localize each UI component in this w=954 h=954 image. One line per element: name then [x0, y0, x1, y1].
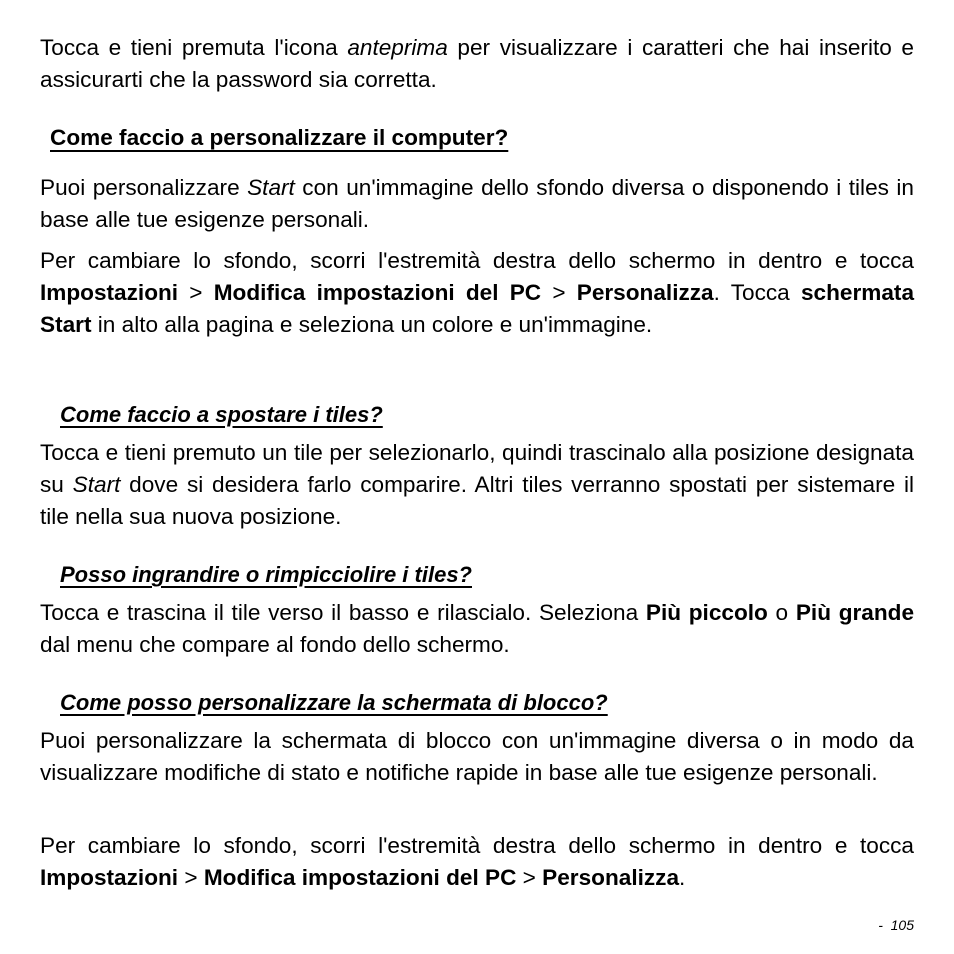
paragraph-change-background-lock — [40, 830, 914, 894]
paragraph-lock-screen: Puoi personalizzare la schermata di blocco con un'immagine diversa o in modo da visualizzare modifiche di stato e notifiche rapide in base alle tue esigenze personali. — [40, 728, 914, 785]
heading-move-tiles: Come faccio a spostare i tiles? — [60, 402, 383, 427]
text-bold-impostazioni: Impostazioni — [40, 865, 179, 890]
heading-resize-tiles: Posso ingrandire o rimpicciolire i tiles? — [60, 562, 472, 587]
heading-lock-screen: Come posso personalizzare la schermata di blocco? — [60, 690, 608, 715]
text: > — [178, 865, 204, 890]
text-bold-modifica-impostazioni: Modifica impostazioni del PC — [203, 865, 517, 890]
text: con un'immagine dello sfondo diversa o disponendo i tiles in base alle tue esigenze personali. — [40, 175, 914, 232]
text: Puoi personalizzare — [40, 175, 248, 200]
text: Tocca e trascina il tile verso il basso e rilascialo. Seleziona — [40, 600, 646, 625]
text: dove si desidera farlo comparire. Altri tiles verranno spostati per sistemare il tile nella sua nuova posizione. — [40, 472, 914, 529]
text-bold-piu-piccolo: Più piccolo — [645, 600, 768, 625]
page-number: - 105 — [878, 917, 914, 933]
text-italic-start: Start — [72, 472, 121, 497]
text-bold-impostazioni: Impostazioni — [40, 280, 179, 305]
text-bold-schermata-start: schermata Start — [40, 280, 915, 337]
text-bold-personalizza: Personalizza — [576, 280, 714, 305]
text: dal menu che compare al fondo dello schermo. — [40, 632, 510, 657]
text: Per cambiare lo sfondo, scorri l'estremità destra dello schermo in dentro e tocca — [40, 833, 914, 858]
text: Per cambiare lo sfondo, scorri l'estremità destra dello schermo in dentro e tocca — [40, 248, 914, 273]
text: per visualizzare i caratteri che hai inserito e assicurarti che la password sia corretta. — [40, 35, 914, 92]
text: Tocca e tieni premuto un tile per selezionarlo, quindi trascinalo alla posizione designata su — [40, 440, 914, 497]
text: in alto alla pagina e seleziona un colore e un'immagine. — [91, 312, 653, 337]
text: . — [679, 865, 686, 890]
text-bold-personalizza: Personalizza — [542, 865, 680, 890]
text-bold-piu-grande: Più grande — [795, 600, 915, 625]
text-bold-modifica-impostazioni: Modifica impostazioni del PC — [213, 280, 542, 305]
paragraph-personalize-start — [40, 172, 914, 236]
text: Tocca e tieni premuta l'icona — [40, 35, 348, 60]
text: . Tocca — [713, 280, 801, 305]
text: o — [767, 600, 796, 625]
heading-personalize-computer: Come faccio a personalizzare il computer? — [50, 125, 509, 150]
text-italic-anteprima: anteprima — [347, 35, 448, 60]
text: > — [541, 280, 577, 305]
paragraph-change-background — [40, 245, 914, 341]
text: > — [516, 865, 543, 890]
paragraph-resize-tiles — [40, 597, 914, 661]
paragraph-move-tiles — [40, 437, 914, 533]
paragraph-preview-icon — [40, 32, 914, 96]
text: > — [178, 280, 214, 305]
text-italic-start: Start — [247, 175, 295, 200]
